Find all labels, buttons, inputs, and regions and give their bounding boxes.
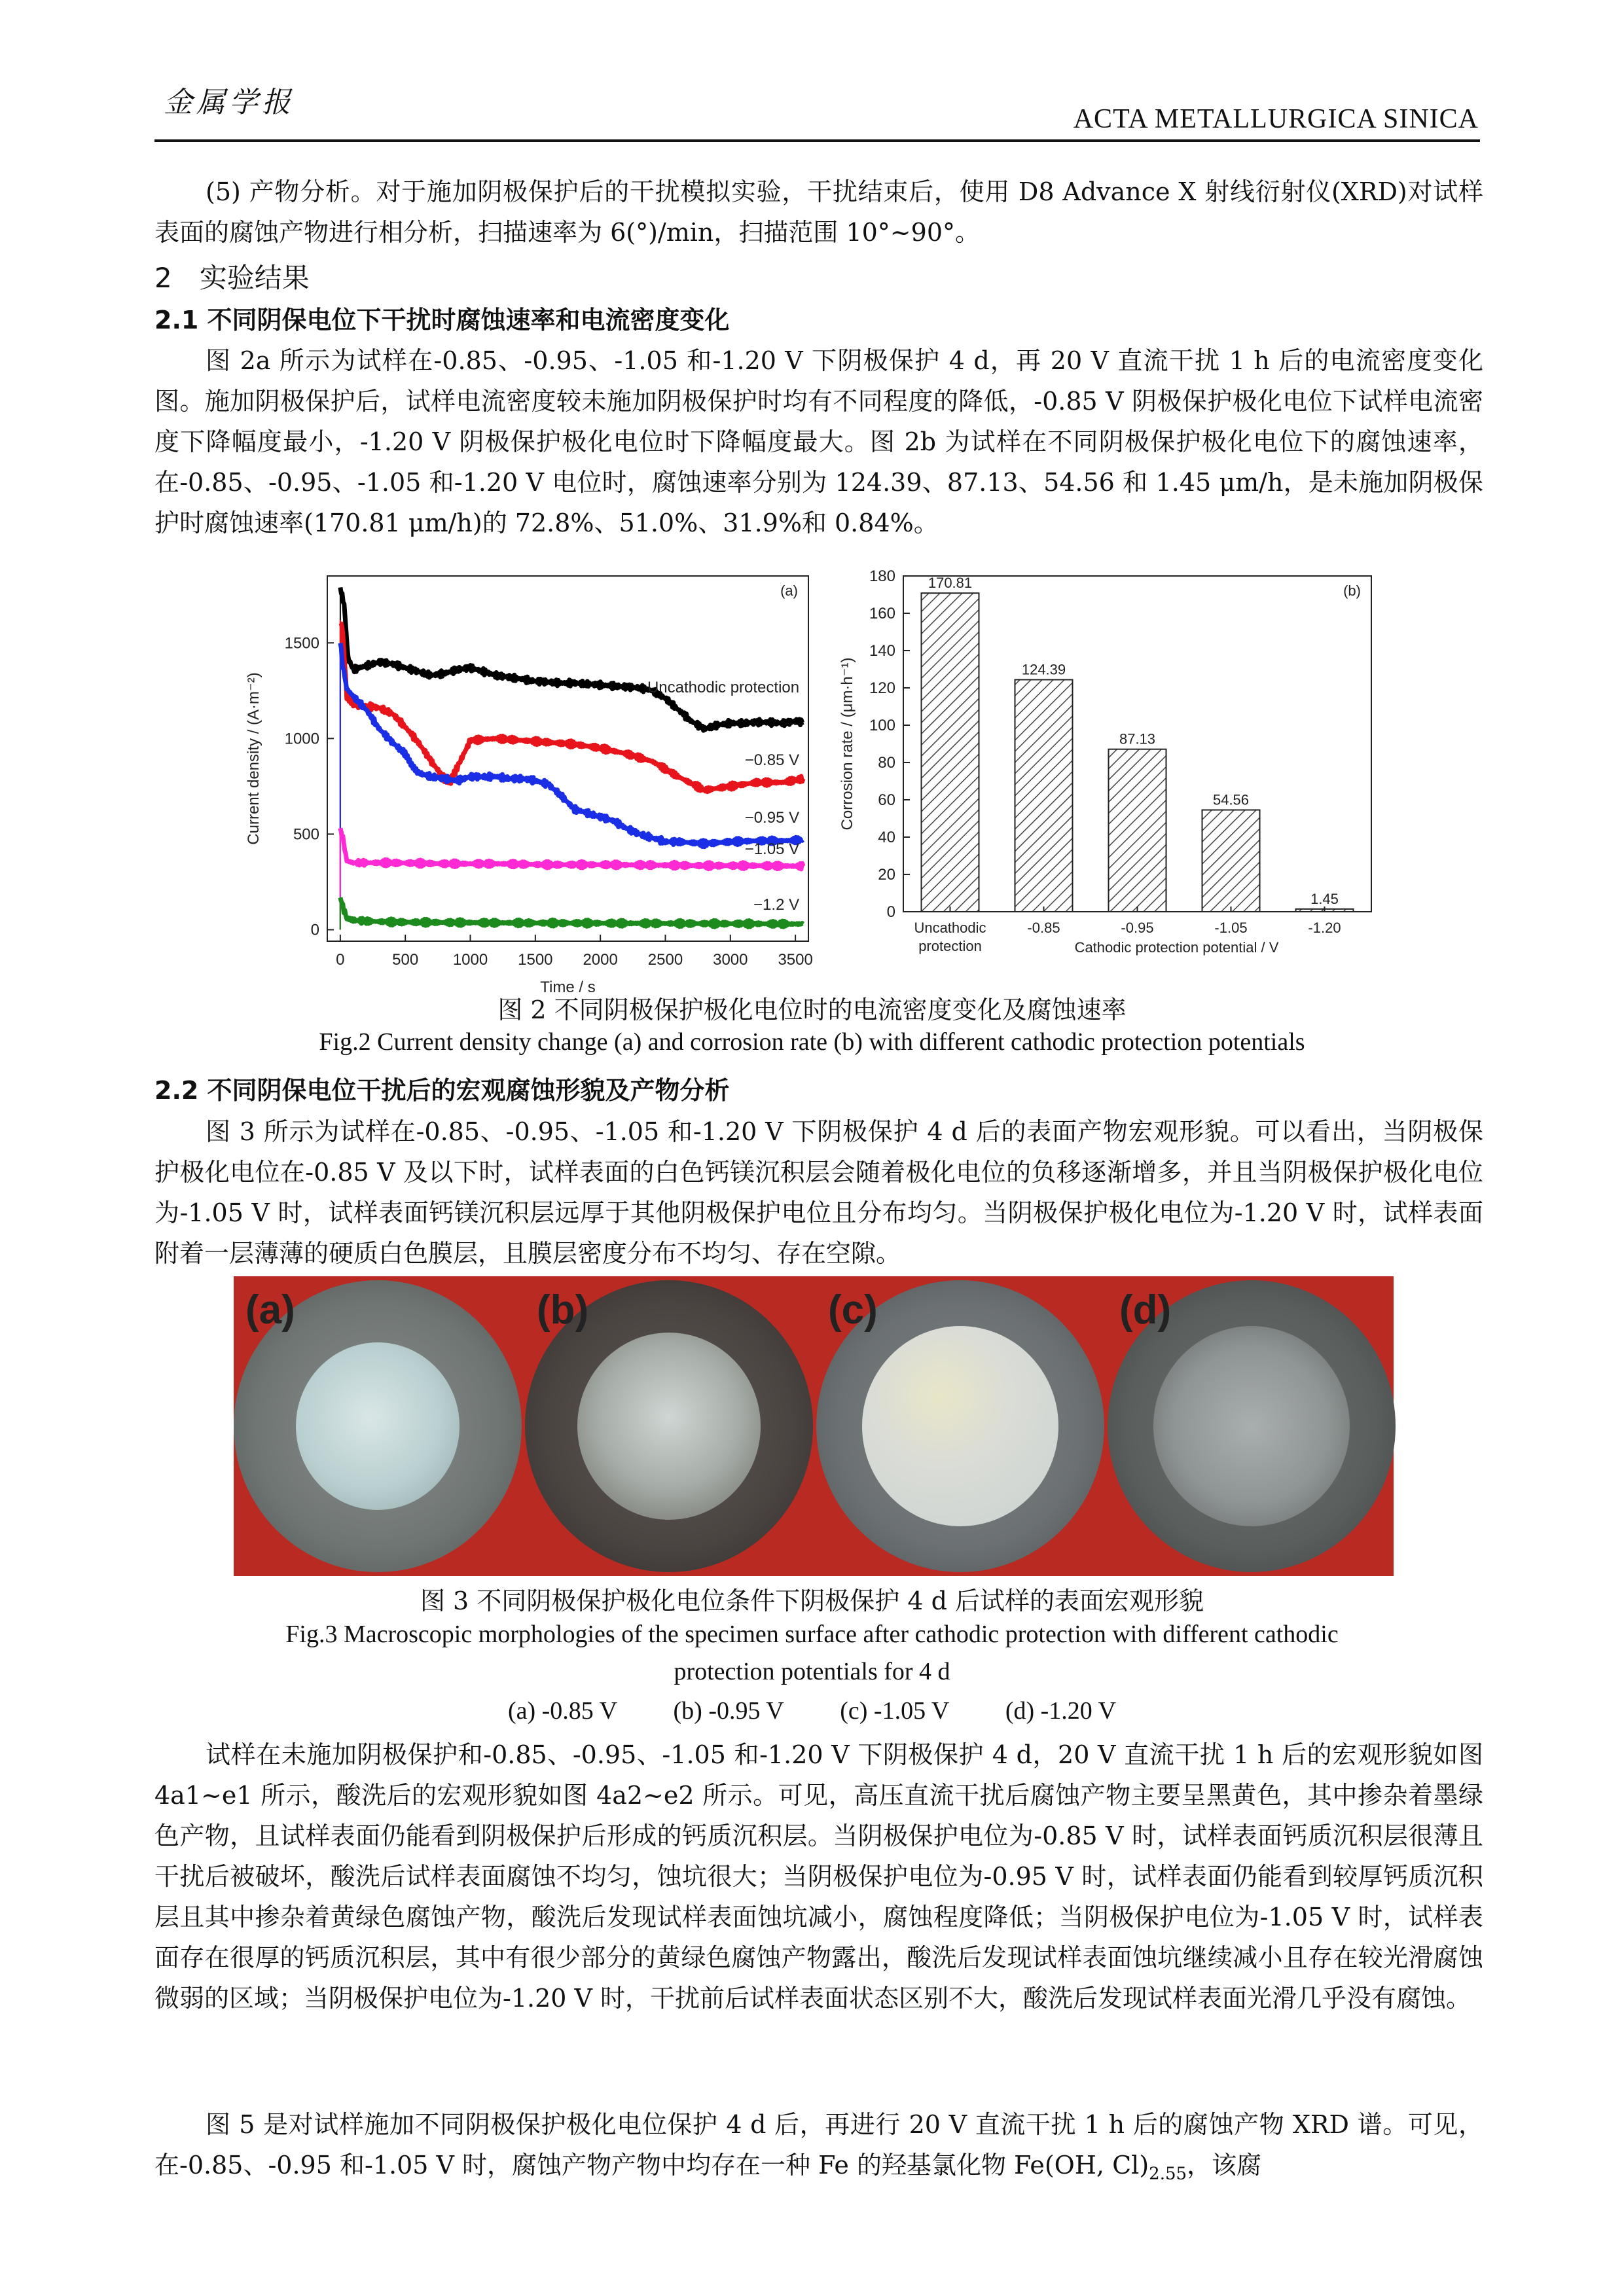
chart-a-series-line — [340, 588, 803, 731]
chart-b-bar — [1015, 679, 1073, 912]
section-2-1-title: 2.1 不同阴保电位下干扰时腐蚀速率和电流密度变化 — [154, 306, 730, 334]
chart-a-xtick-label: 0 — [336, 951, 345, 969]
chart-a-current-density — [245, 576, 813, 996]
photo-label-a: (a) — [245, 1287, 295, 1333]
sublabel-c: (c) -1.05 V — [840, 1697, 950, 1725]
journal-name: ACTA METALLURGICA SINICA — [1073, 104, 1479, 134]
section-2-title: 2 实验结果 — [154, 262, 310, 294]
chart-a-ylabel: Current density / (A·m⁻²) — [245, 672, 262, 845]
chart-b-ytick-label: 180 — [869, 567, 895, 585]
figure-3-caption-en-line2: protection potentials for 4 d — [674, 1658, 950, 1685]
chart-a-ytick-label: 1500 — [284, 634, 319, 653]
chart-a-panel-label: (a) — [780, 583, 798, 599]
chart-a-xtick-label: 3500 — [778, 951, 813, 969]
chart-b-ytick-label: 120 — [869, 679, 895, 697]
section-2-2-title: 2.2 不同阴保电位干扰后的宏观腐蚀形貌及产物分析 — [154, 1076, 730, 1105]
chart-b-ytick-label: 20 — [878, 866, 895, 884]
chart-b-corrosion-rate — [839, 567, 1371, 956]
chart-a-series-line — [340, 828, 803, 869]
paragraph-product-analysis: (5) 产物分析。对于施加阴极保护后的干扰模拟实验，干扰结束后，使用 D8 Advance X 射线衍射仪(XRD)对试样表面的腐蚀产物进行相分析，扫描速率为 6(°)/min，扫描范围 10°~90°。 — [154, 177, 1483, 247]
photo-label-b: (b) — [537, 1287, 589, 1333]
paragraph-fig5-subscript: 2.55 — [1149, 2164, 1187, 2184]
chart-b-ylabel: Corrosion rate / (μm·h⁻¹) — [839, 657, 856, 831]
paragraph-fig5-text-a: 图 5 是对试样施加不同阴极保护极化电位保护 4 d 后，再进行 20 V 直流干扰 1 h 后的腐蚀产物 XRD 谱。可见，在-0.85、-0.95 和-1.05 V 时，腐蚀产物产物中均存在一种 Fe 的羟基氯化物 Fe(OH, Cl) — [154, 2110, 1483, 2179]
chart-b-ytick-label: 40 — [878, 829, 895, 846]
photo-label-c: (c) — [828, 1287, 878, 1333]
figure-2 — [245, 562, 1466, 996]
chart-b-xtick-label: -0.85 — [1027, 920, 1060, 936]
chart-b-ytick-label: 160 — [869, 605, 895, 622]
chart-a-series-label: Uncathodic protection — [647, 679, 800, 697]
chart-b-xtick-label: protection — [918, 938, 982, 954]
chart-a-series-label: −0.95 V — [744, 808, 800, 827]
chart-b-value-label: 54.56 — [1212, 791, 1250, 808]
figure-3-caption-en-line1: Fig.3 Macroscopic morphologies of the specimen surface after cathodic protection with different cathodic — [285, 1621, 1339, 1648]
paragraph-fig4: 试样在未施加阴极保护和-0.85、-0.95、-1.05 和-1.20 V 下阴极保护 4 d，20 V 直流干扰 1 h 后的宏观形貌如图 4a1~e1 所示，酸洗后的宏观形貌如图 4a2~e2 所示。可见，高压直流干扰后腐蚀产物主要呈黑黄色，其中掺杂着墨绿色产物，且试样表面仍能看到阴极保护后形成的钙质沉积层。当阴极保护电位为-0.85 V 时，试样表面钙质沉积层很薄且干扰后被破坏，酸洗后试样表面腐蚀不均匀，蚀坑很大；当阴极保护电位为-0.95 V 时，试样表面仍能看到较厚钙质沉积层且其中掺杂着黄绿色腐蚀产物，酸洗后发现试样表面蚀坑减小，腐蚀程度降低；当阴极保护电位为-1.05 V 时，试样表面存在很厚的钙质沉积层，其中有很少部分的黄绿色腐蚀产物露出，酸洗后发现试样表面蚀坑继续减小且存在较光滑腐蚀微弱的区域；当阴极保护电位为-1.20 V 时，干扰前后试样表面状态区别不大，酸洗后发现试样表面光滑几乎没有腐蚀。 — [154, 1740, 1483, 2013]
chart-a-series-label: −0.85 V — [744, 751, 800, 770]
figure-3-photos — [234, 1276, 1394, 1576]
chart-a-ytick-label: 0 — [310, 921, 319, 939]
chart-b-ytick-label: 100 — [869, 717, 895, 734]
paragraph-2-1: 图 2a 所示为试样在-0.85、-0.95、-1.05 和-1.20 V 下阴极保护 4 d，再 20 V 直流干扰 1 h 后的电流密度变化图。施加阴极保护后，试样电流密度较未施加阴极保护时均有不同程度的降低，-0.85 V 阴极保护极化电位下试样电流密度下降幅度最小，-1.20 V 阴极保护极化电位时下降幅度最大。图 2b 为试样在不同阴极保护极化电位下的腐蚀速率，在-0.85、-0.95、-1.05 和-1.20 V 电位时，腐蚀速率分别为 124.39、87.13、54.56 和 1.45 μm/h，是未施加阴极保护时腐蚀速率(170.81 μm/h)的 72.8%、51.0%、31.9%和 0.84%。 — [154, 346, 1483, 537]
chart-b-xlabel: Cathodic protection potential / V — [1074, 939, 1279, 956]
chart-a-ytick-label: 500 — [293, 825, 319, 844]
chart-a-frame — [327, 576, 808, 941]
sublabel-b: (b) -0.95 V — [673, 1697, 784, 1725]
sublabel-d: (d) -1.20 V — [1005, 1697, 1117, 1725]
chart-b-ytick-label: 0 — [886, 903, 895, 921]
chart-b-bar — [922, 593, 979, 912]
chart-b-bar — [1202, 810, 1260, 912]
photo-label-d: (d) — [1119, 1287, 1172, 1333]
chart-a-series-line — [340, 897, 803, 927]
chart-b-xtick-label: -1.20 — [1308, 920, 1341, 936]
figure-2-caption-cn: 图 2 不同阴极保护极化电位时的电流密度变化及腐蚀速率 — [497, 996, 1127, 1024]
chart-b-bar — [1109, 749, 1166, 912]
chart-b-ytick-label: 140 — [869, 642, 895, 660]
chart-a-xtick-label: 2000 — [583, 951, 618, 969]
chart-b-panel-label: (b) — [1343, 583, 1361, 599]
chart-a-xlabel: Time / s — [540, 978, 596, 996]
chart-a-ytick-label: 1000 — [284, 730, 319, 748]
chart-b-xtick-label: Uncathodic — [914, 920, 986, 936]
header-rule — [154, 139, 1480, 142]
sublabel-a: (a) -0.85 V — [507, 1697, 618, 1725]
chart-a-xtick-label: 1000 — [452, 951, 488, 969]
chart-b-value-label: 170.81 — [928, 575, 973, 592]
chart-a-series-label: −1.05 V — [744, 840, 800, 859]
chart-b-xtick-label: -0.95 — [1121, 920, 1154, 936]
chart-a-xtick-label: 500 — [392, 951, 419, 969]
chart-a-xtick-label: 1500 — [518, 951, 553, 969]
chart-b-value-label: 1.45 — [1310, 890, 1339, 907]
chart-b-ytick-label: 80 — [878, 754, 895, 772]
paragraph-fig5-text-b: ，该腐 — [1187, 2151, 1262, 2179]
chart-b-xtick-label: -1.05 — [1214, 920, 1248, 936]
paragraph-fig5 — [154, 2104, 1483, 2195]
chart-a-xtick-label: 2500 — [647, 951, 683, 969]
chart-b-value-label: 87.13 — [1119, 730, 1156, 747]
chart-a-xtick-label: 3000 — [713, 951, 748, 969]
journal-logo: 金属学报 — [164, 86, 295, 119]
chart-b-value-label: 124.39 — [1021, 661, 1066, 678]
chart-b-ytick-label: 60 — [878, 791, 895, 809]
paragraph-2-2: 图 3 所示为试样在-0.85、-0.95、-1.05 和-1.20 V 下阴极保护 4 d 后的表面产物宏观形貌。可以看出，当阴极保护极化电位在-0.85 V 及以下时，试样表面的白色钙镁沉积层会随着极化电位的负移逐渐增多，并且当阴极保护极化电位为-1.05 V 时，试样表面钙镁沉积层远厚于其他阴极保护电位且分布均匀。当阴极保护极化电位为-1.20 V 时，试样表面附着一层薄薄的硬质白色膜层，且膜层密度分布不均匀、存在空隙。 — [154, 1117, 1483, 1268]
chart-a-series-label: −1.2 V — [753, 895, 800, 914]
figure-3-caption-cn: 图 3 不同阴极保护极化电位条件下阴极保护 4 d 后试样的表面宏观形貌 — [420, 1587, 1204, 1615]
figure-3-sublabels — [0, 1696, 1624, 1725]
figure-2-caption-en: Fig.2 Current density change (a) and corrosion rate (b) with different cathodic protection potentials — [319, 1028, 1305, 1056]
